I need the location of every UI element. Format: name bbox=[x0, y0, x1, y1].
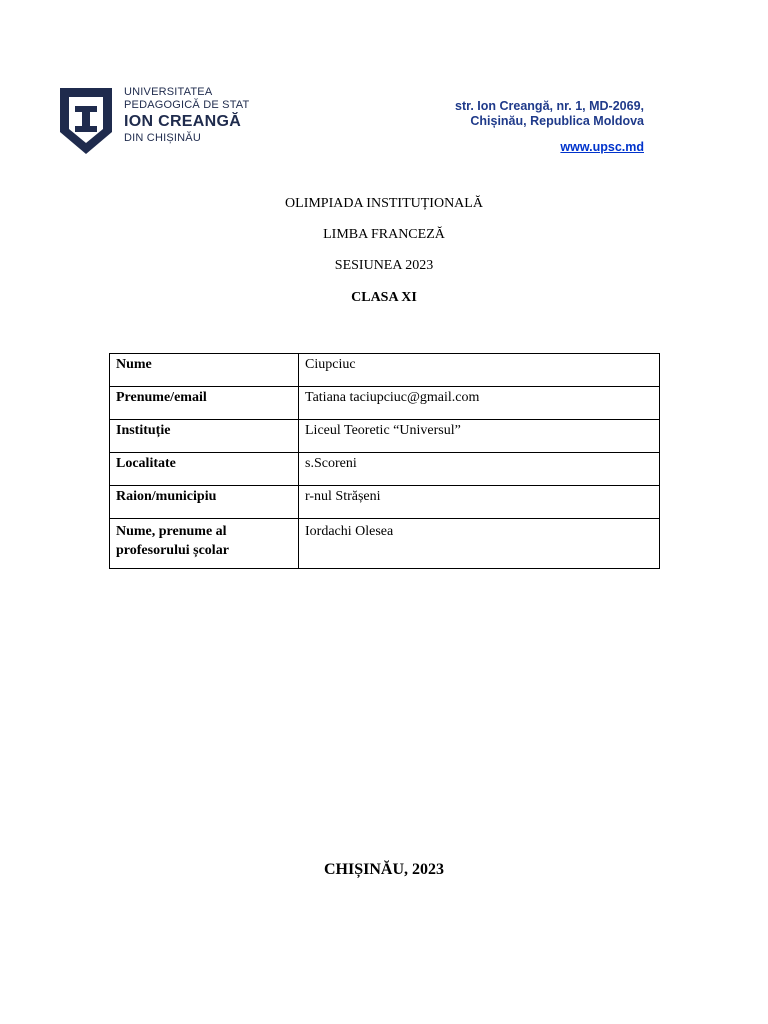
row-label: Raion/municipiu bbox=[110, 486, 299, 519]
address-line-2: Chișinău, Republica Moldova bbox=[470, 114, 644, 128]
title-subject: LIMBA FRANCEZĂ bbox=[323, 227, 445, 242]
website-link[interactable]: www.upsc.md bbox=[560, 140, 644, 154]
row-label: Localitate bbox=[110, 453, 299, 486]
row-label: Nume bbox=[110, 354, 299, 387]
table-row bbox=[110, 420, 660, 453]
row-value: Ciupciuc bbox=[299, 354, 660, 387]
address-line-1: str. Ion Creangă, nr. 1, MD-2069, bbox=[455, 99, 644, 113]
row-value: Iordachi Olesea bbox=[299, 519, 660, 569]
address-block bbox=[455, 99, 644, 155]
table-row bbox=[110, 453, 660, 486]
row-label: Prenume/email bbox=[110, 387, 299, 420]
logo-text bbox=[124, 86, 249, 144]
logo-line-1: UNIVERSITATEA bbox=[124, 86, 213, 98]
row-value: Tatiana taciupciuc@gmail.com bbox=[299, 387, 660, 420]
footer-place-year: CHIȘINĂU, 2023 bbox=[323, 861, 444, 878]
title-class: CLASA XI bbox=[351, 290, 417, 305]
table-row bbox=[110, 387, 660, 420]
shield-i-icon bbox=[58, 86, 114, 156]
participant-info-table bbox=[109, 353, 660, 569]
row-label: Instituție bbox=[110, 420, 299, 453]
row-value: s.Scoreni bbox=[299, 453, 660, 486]
logo-line-3: ION CREANGĂ bbox=[124, 113, 242, 130]
row-value: r-nul Strășeni bbox=[299, 486, 660, 519]
title-olimpiada: OLIMPIADA INSTITUȚIONALĂ bbox=[285, 196, 483, 211]
title-session: SESIUNEA 2023 bbox=[334, 258, 434, 273]
table-row bbox=[110, 519, 660, 569]
row-value: Liceul Teoretic “Universul” bbox=[299, 420, 660, 453]
table-row bbox=[110, 354, 660, 387]
logo-line-2: PEDAGOGICĂ DE STAT bbox=[124, 99, 250, 111]
row-label: Nume, prenume al profesorului școlar bbox=[110, 519, 299, 569]
logo-line-4: DIN CHIȘINĂU bbox=[124, 132, 201, 144]
table-row bbox=[110, 486, 660, 519]
university-logo bbox=[58, 86, 249, 156]
